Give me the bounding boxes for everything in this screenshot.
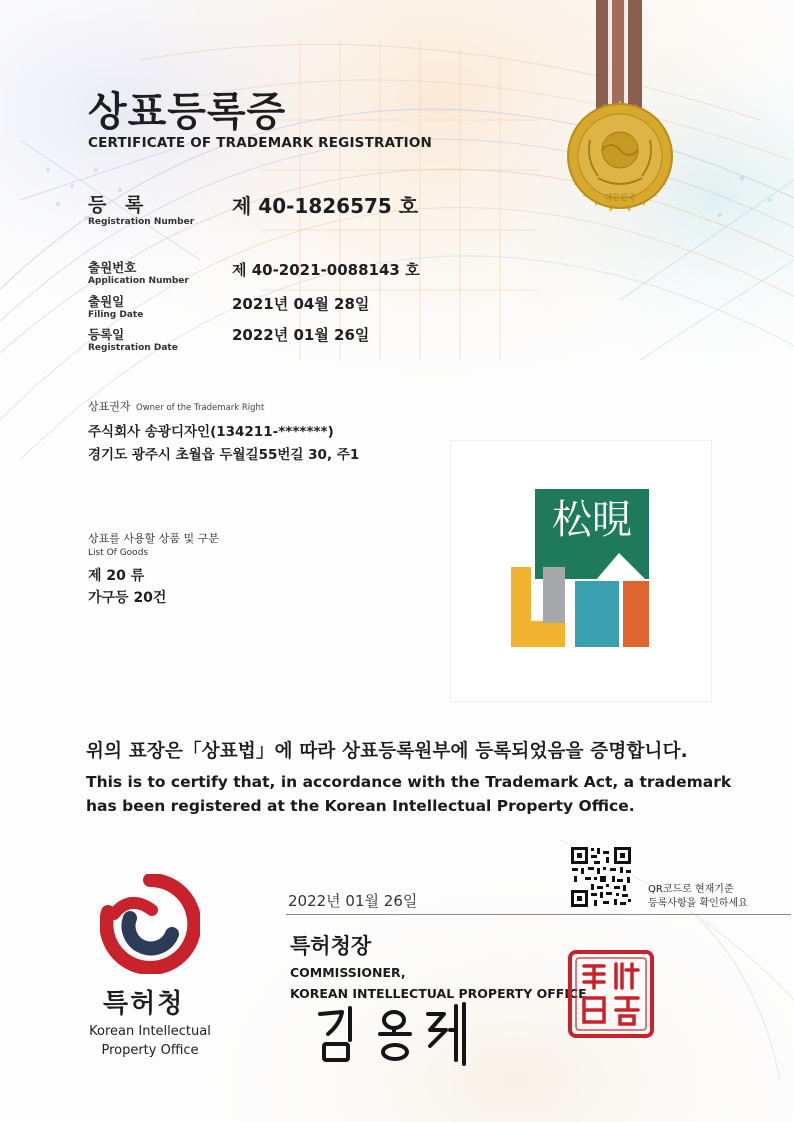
filing-label-en: Filing Date [88,310,144,320]
seal-inscription: 대한민국 [604,193,636,202]
qr-note-line1: QR코드로 현재기준 [648,884,734,895]
gold-seal-emblem [520,0,720,300]
kipo-name-en-line2: Property Office [101,1043,199,1058]
registration-label-ko: 등 록 [88,194,150,216]
kipo-logo-icon [100,874,200,974]
issue-date: 2022년 01월 26일 [288,892,418,910]
trademark-mark-text: 松晛 [552,497,632,543]
certificate-title-ko: 상표등록증 [88,89,287,135]
certification-statement-en-line2: has been registered at the Korean Intellectual Property Office. [86,797,635,815]
registration-label-en: Registration Number [88,217,195,227]
commissioner-title-ko: 특허청장 [290,934,372,958]
commissioner-title-en-line2: KOREAN INTELLECTUAL PROPERTY OFFICE [290,986,587,1001]
commissioner-signature [310,1000,480,1070]
goods-class: 제 20 류 [88,568,145,584]
trademark-logo [451,441,713,703]
goods-items: 가구등 20건 [88,590,167,606]
owner-label-ko: 상표권자 [88,400,131,413]
goods-label-ko: 상표를 사용할 상품 및 구분 [88,532,219,545]
filing-date: 2021년 04월 28일 [232,295,370,313]
trademark-image-frame [450,440,712,702]
goods-label-en: List Of Goods [88,548,149,558]
application-number: 제 40-2021-0088143 호 [232,261,420,279]
owner-label [88,398,264,414]
registration-number: 제 40-1826575 호 [232,194,419,218]
application-label-ko: 출원번호 [88,260,137,275]
registration-date: 2022년 01월 26일 [232,326,370,344]
kipo-name-en-line1: Korean Intellectual [89,1024,211,1039]
signature-divider [286,914,791,915]
certification-statement-en-line1: This is to certify that, in accordance with the Trademark Act, a trademark [86,773,732,791]
kipo-name-ko: 특허청 [103,989,185,1019]
owner-label-en: Owner of the Trademark Right [136,403,265,413]
filing-label-ko: 출원일 [88,294,125,309]
registration-date-label-en: Registration Date [88,343,178,353]
owner-name: 주식회사 송광디자인(134211-*******) [88,424,334,440]
certification-statement-ko: 위의 표장은「상표법」에 따라 상표등록원부에 등록되었음을 증명합니다. [86,741,688,762]
qr-note-line2: 등록사항을 확인하세요 [648,898,748,909]
certificate-title-en: CERTIFICATE OF TRADEMARK REGISTRATION [88,135,433,151]
owner-address: 경기도 광주시 초월읍 두월길55번길 30, 주1 [88,447,360,463]
commissioner-title-en-line1: COMMISSIONER, [290,965,406,980]
application-label-en: Application Number [88,276,189,286]
official-red-seal [566,948,656,1040]
registration-date-label-ko: 등록일 [88,327,125,342]
qr-code[interactable] [570,846,632,908]
